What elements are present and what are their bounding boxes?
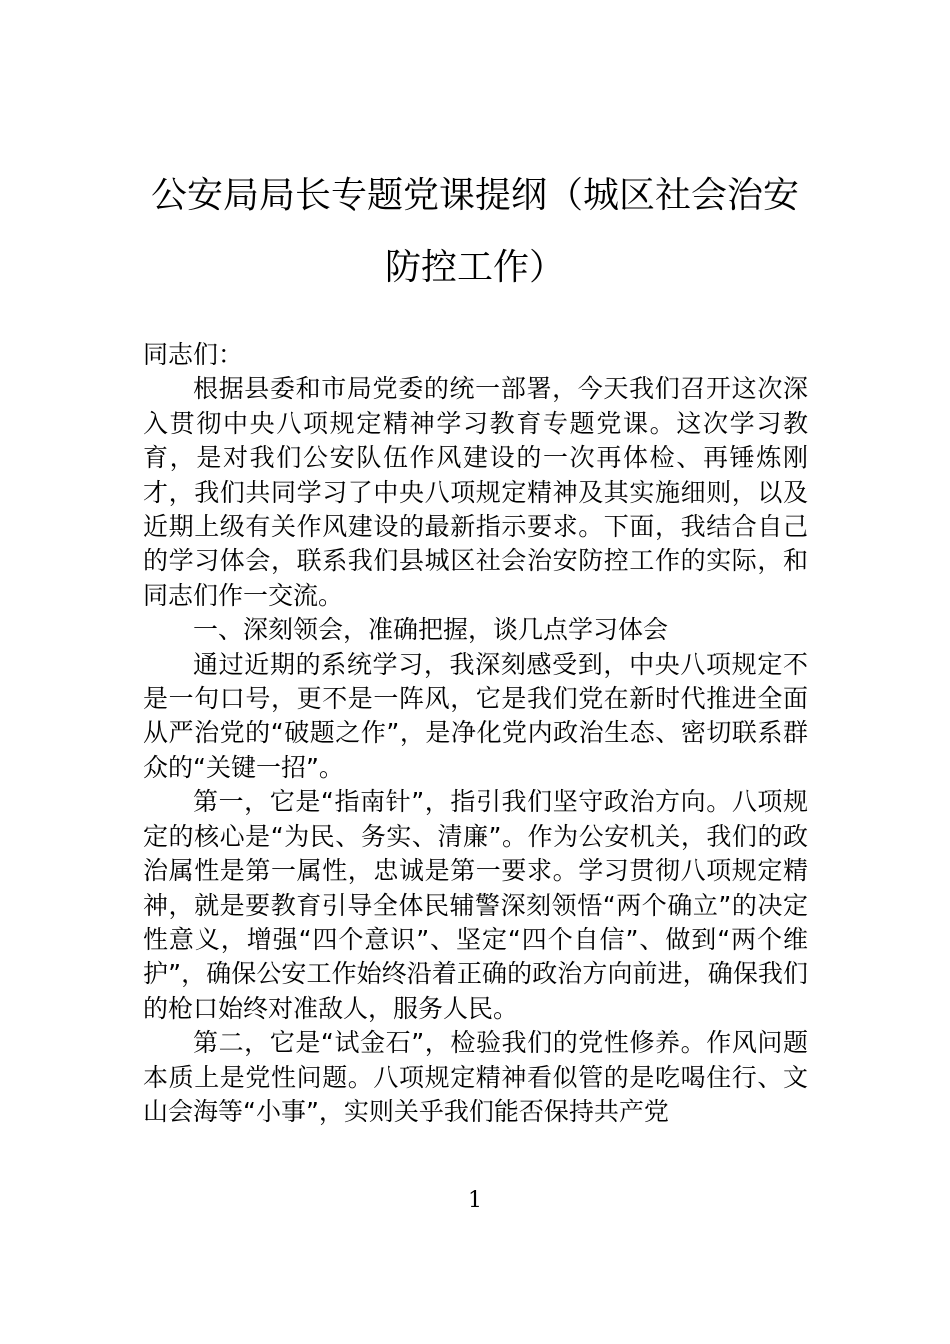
title-line-2: 防控工作）	[384, 247, 565, 288]
section-heading-1: 一、深刻领会，准确把握，谈几点学习体会	[193, 615, 669, 645]
paragraph-point-1: 第一，它是“指南针”，指引我们坚守政治方向。八项规定的核心是“为民、务实、清廉”。作为公安机关，我们的政治属性是第一属性，忠诚是第一要求。学习贯彻八项规定精神，就是要教育引导全体民辅警深刻领悟“两个确立”的决定性意义，增强“四个意识”、坚定“四个自信”、做到“两个维护”，确保公安工作始终沿着正确的政治方向前进，确保我们的枪口始终对准敌人，服务人民。	[143, 787, 808, 1023]
page-number: 1	[468, 1188, 482, 1213]
greeting: 同志们：	[143, 340, 244, 369]
paragraph-point-2: 第二，它是“试金石”，检验我们的党性修养。作风问题本质上是党性问题。八项规定精神看似管的是吃喝住行、文山会海等“小事”，实则关乎我们能否保持共产党	[143, 1028, 808, 1126]
document-title	[140, 160, 810, 304]
paragraph-intro: 根据县委和市局党委的统一部署，今天我们召开这次深入贯彻中央八项规定精神学习教育专题党课。这次学习教育，是对我们公安队伍作风建设的一次再体检、再锤炼刚才，我们共同学习了中央八项规定精神及其实施细则，以及近期上级有关作风建设的最新指示要求。下面，我结合自己的学习体会，联系我们县城区社会治安防控工作的实际，和同志们作一交流。	[143, 374, 808, 610]
title-line-1: 公安局局长专题党课提纲（城区社会治安	[150, 175, 799, 216]
paragraph-learning: 通过近期的系统学习，我深刻感受到，中央八项规定不是一句口号，更不是一阵风，它是我们党在新时代推进全面从严治党的“破题之作”，是净化党内政治生态、密切联系群众的“关键一招”。	[143, 649, 808, 782]
document-body	[143, 338, 808, 1129]
